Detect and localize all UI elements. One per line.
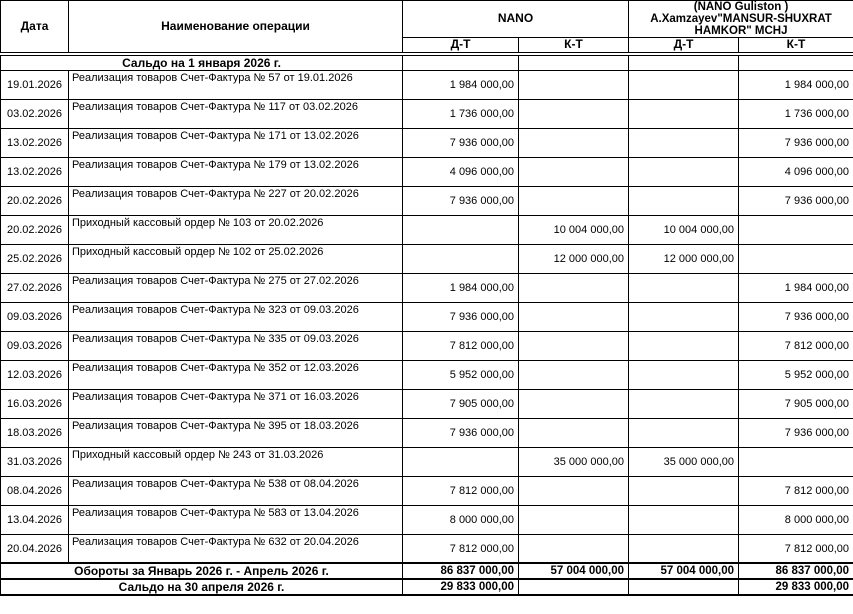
nano-kt-balance-cell — [519, 579, 629, 595]
nano-dt-cell: 7 936 000,00 — [403, 302, 519, 331]
partner-dt-cell — [629, 99, 739, 128]
table-body — [1, 54, 853, 596]
partner-dt-cell — [629, 157, 739, 186]
partner-name-line-1: (NANO Guliston ) — [693, 1, 789, 13]
partner-kt-cell — [739, 54, 853, 71]
nano-kt-cell — [519, 54, 629, 71]
nano-kt-cell — [519, 360, 629, 389]
transaction-row — [1, 157, 853, 186]
nano-dt-cell: 7 812 000,00 — [403, 534, 519, 563]
date-cell: 25.02.2026 — [1, 244, 69, 273]
nano-dt-cell: 7 812 000,00 — [403, 476, 519, 505]
closing-balance-label: Сальдо на 30 апреля 2026 г. — [1, 579, 403, 595]
date-cell: 20.02.2026 — [1, 186, 69, 215]
operation-cell: Реализация товаров Счет-Фактура № 275 от 27.02.2026 — [69, 273, 403, 302]
operation-cell: Приходный кассовый ордер № 103 от 20.02.2026 — [69, 215, 403, 244]
transaction-row — [1, 331, 853, 360]
partner-kt-cell — [739, 244, 853, 273]
partner-kt-cell: 1 984 000,00 — [739, 70, 853, 99]
partner-kt-cell: 7 812 000,00 — [739, 476, 853, 505]
partner-dt-cell: 35 000 000,00 — [629, 447, 739, 476]
partner-dt-cell — [629, 476, 739, 505]
nano-kt-cell — [519, 418, 629, 447]
nano-dt-cell: 8 000 000,00 — [403, 505, 519, 534]
nano-kt-total-cell: 57 004 000,00 — [519, 563, 629, 579]
partner-kt-cell: 1 984 000,00 — [739, 273, 853, 302]
partner-dt-cell — [629, 54, 739, 71]
nano-dt-cell: 5 952 000,00 — [403, 360, 519, 389]
nano-dt-balance-cell: 29 833 000,00 — [403, 579, 519, 595]
partner-dt-cell — [629, 534, 739, 563]
opening-balance-label: Сальдо на 1 января 2026 г. — [1, 54, 403, 71]
transaction-row — [1, 273, 853, 302]
partner-kt-cell: 7 936 000,00 — [739, 418, 853, 447]
date-cell: 13.02.2026 — [1, 128, 69, 157]
partner-kt-cell: 5 952 000,00 — [739, 360, 853, 389]
operation-cell: Приходный кассовый ордер № 102 от 25.02.2026 — [69, 244, 403, 273]
operation-cell: Реализация товаров Счет-Фактура № 352 от 12.03.2026 — [69, 360, 403, 389]
turnover-row — [1, 563, 853, 579]
date-cell: 16.03.2026 — [1, 389, 69, 418]
operation-cell: Реализация товаров Счет-Фактура № 171 от 13.02.2026 — [69, 128, 403, 157]
nano-dt-cell: 4 096 000,00 — [403, 157, 519, 186]
nano-dt-cell: 1 736 000,00 — [403, 99, 519, 128]
operation-column-header: Наименование операции — [69, 1, 403, 54]
partner-dt-total-cell: 57 004 000,00 — [629, 563, 739, 579]
date-cell: 31.03.2026 — [1, 447, 69, 476]
table-header — [1, 1, 853, 54]
operation-cell: Реализация товаров Счет-Фактура № 227 от 20.02.2026 — [69, 186, 403, 215]
nano-debit-subheader: Д-Т — [403, 38, 519, 54]
nano-dt-cell — [403, 447, 519, 476]
partner-dt-cell — [629, 418, 739, 447]
opening-balance-row — [1, 54, 853, 71]
header-row-groups — [1, 1, 853, 38]
partner-kt-cell: 1 736 000,00 — [739, 99, 853, 128]
partner-dt-cell — [629, 128, 739, 157]
date-column-header: Дата — [1, 1, 69, 54]
transaction-row — [1, 302, 853, 331]
nano-kt-cell — [519, 128, 629, 157]
date-cell: 18.03.2026 — [1, 418, 69, 447]
operation-cell: Реализация товаров Счет-Фактура № 583 от 13.04.2026 — [69, 505, 403, 534]
nano-group-header: NANO — [403, 1, 629, 38]
transaction-row — [1, 128, 853, 157]
operation-cell: Реализация товаров Счет-Фактура № 117 от 03.02.2026 — [69, 99, 403, 128]
date-cell: 09.03.2026 — [1, 302, 69, 331]
nano-kt-cell — [519, 389, 629, 418]
operation-cell: Реализация товаров Счет-Фактура № 335 от 09.03.2026 — [69, 331, 403, 360]
partner-kt-cell: 8 000 000,00 — [739, 505, 853, 534]
nano-kt-cell — [519, 476, 629, 505]
nano-kt-cell — [519, 157, 629, 186]
partner-kt-cell: 7 936 000,00 — [739, 128, 853, 157]
partner-dt-cell — [629, 70, 739, 99]
partner-dt-cell — [629, 186, 739, 215]
operation-cell: Приходный кассовый ордер № 243 от 31.03.2026 — [69, 447, 403, 476]
operation-cell: Реализация товаров Счет-Фактура № 395 от 18.03.2026 — [69, 418, 403, 447]
nano-kt-cell — [519, 99, 629, 128]
partner-kt-cell: 7 812 000,00 — [739, 534, 853, 563]
date-cell: 20.04.2026 — [1, 534, 69, 563]
transaction-row — [1, 70, 853, 99]
date-cell: 27.02.2026 — [1, 273, 69, 302]
date-cell: 12.03.2026 — [1, 360, 69, 389]
transaction-row — [1, 99, 853, 128]
nano-kt-cell — [519, 534, 629, 563]
nano-dt-total-cell: 86 837 000,00 — [403, 563, 519, 579]
transaction-row — [1, 215, 853, 244]
nano-kt-cell: 10 004 000,00 — [519, 215, 629, 244]
partner-group-header — [629, 1, 853, 38]
transaction-row — [1, 418, 853, 447]
transaction-row — [1, 447, 853, 476]
nano-kt-cell — [519, 273, 629, 302]
partner-dt-cell: 10 004 000,00 — [629, 215, 739, 244]
date-cell: 13.04.2026 — [1, 505, 69, 534]
nano-dt-cell — [403, 215, 519, 244]
partner-dt-cell: 12 000 000,00 — [629, 244, 739, 273]
transaction-row — [1, 244, 853, 273]
partner-credit-subheader: К-Т — [739, 38, 853, 54]
partner-dt-cell — [629, 302, 739, 331]
nano-kt-cell — [519, 331, 629, 360]
partner-dt-cell — [629, 331, 739, 360]
transaction-row — [1, 360, 853, 389]
nano-dt-cell: 1 984 000,00 — [403, 273, 519, 302]
nano-kt-cell — [519, 70, 629, 99]
nano-dt-cell: 1 984 000,00 — [403, 70, 519, 99]
nano-dt-cell: 7 936 000,00 — [403, 186, 519, 215]
operation-cell: Реализация товаров Счет-Фактура № 57 от 19.01.2026 — [69, 70, 403, 99]
transaction-row — [1, 476, 853, 505]
partner-kt-cell: 7 905 000,00 — [739, 389, 853, 418]
nano-dt-cell: 7 936 000,00 — [403, 418, 519, 447]
partner-kt-cell: 7 936 000,00 — [739, 302, 853, 331]
transaction-row — [1, 534, 853, 563]
date-cell: 19.01.2026 — [1, 70, 69, 99]
nano-dt-cell — [403, 244, 519, 273]
nano-dt-cell: 7 936 000,00 — [403, 128, 519, 157]
nano-dt-cell: 7 812 000,00 — [403, 331, 519, 360]
partner-dt-cell — [629, 505, 739, 534]
partner-kt-balance-cell: 29 833 000,00 — [739, 579, 853, 595]
operation-cell: Реализация товаров Счет-Фактура № 323 от 09.03.2026 — [69, 302, 403, 331]
partner-kt-cell: 7 936 000,00 — [739, 186, 853, 215]
partner-dt-cell — [629, 360, 739, 389]
date-cell: 09.03.2026 — [1, 331, 69, 360]
nano-dt-cell: 7 905 000,00 — [403, 389, 519, 418]
partner-kt-cell: 4 096 000,00 — [739, 157, 853, 186]
partner-debit-subheader: Д-Т — [629, 38, 739, 54]
partner-kt-cell: 7 812 000,00 — [739, 331, 853, 360]
operation-cell: Реализация товаров Счет-Фактура № 538 от 08.04.2026 — [69, 476, 403, 505]
date-cell: 13.02.2026 — [1, 157, 69, 186]
partner-kt-cell — [739, 215, 853, 244]
partner-kt-total-cell: 86 837 000,00 — [739, 563, 853, 579]
operation-cell: Реализация товаров Счет-Фактура № 632 от 20.04.2026 — [69, 534, 403, 563]
partner-dt-cell — [629, 273, 739, 302]
nano-kt-cell — [519, 186, 629, 215]
nano-dt-cell — [403, 54, 519, 71]
partner-dt-cell — [629, 389, 739, 418]
date-cell: 08.04.2026 — [1, 476, 69, 505]
date-cell: 20.02.2026 — [1, 215, 69, 244]
partner-name-line-2: A.Xamzayev"MANSUR-SHUXRAT — [650, 13, 832, 25]
nano-credit-subheader: К-Т — [519, 38, 629, 54]
partner-kt-cell — [739, 447, 853, 476]
nano-kt-cell — [519, 505, 629, 534]
closing-balance-row — [1, 579, 853, 595]
partner-dt-balance-cell — [629, 579, 739, 595]
date-cell: 03.02.2026 — [1, 99, 69, 128]
operation-cell: Реализация товаров Счет-Фактура № 179 от 13.02.2026 — [69, 157, 403, 186]
transaction-row — [1, 505, 853, 534]
transaction-row — [1, 186, 853, 215]
nano-kt-cell: 35 000 000,00 — [519, 447, 629, 476]
turnover-label: Обороты за Январь 2026 г. - Апрель 2026 г. — [1, 563, 403, 579]
operation-cell: Реализация товаров Счет-Фактура № 371 от 16.03.2026 — [69, 389, 403, 418]
transaction-row — [1, 389, 853, 418]
nano-kt-cell — [519, 302, 629, 331]
nano-kt-cell: 12 000 000,00 — [519, 244, 629, 273]
partner-name-line-3: HAMKOR" MCHJ — [694, 25, 788, 37]
